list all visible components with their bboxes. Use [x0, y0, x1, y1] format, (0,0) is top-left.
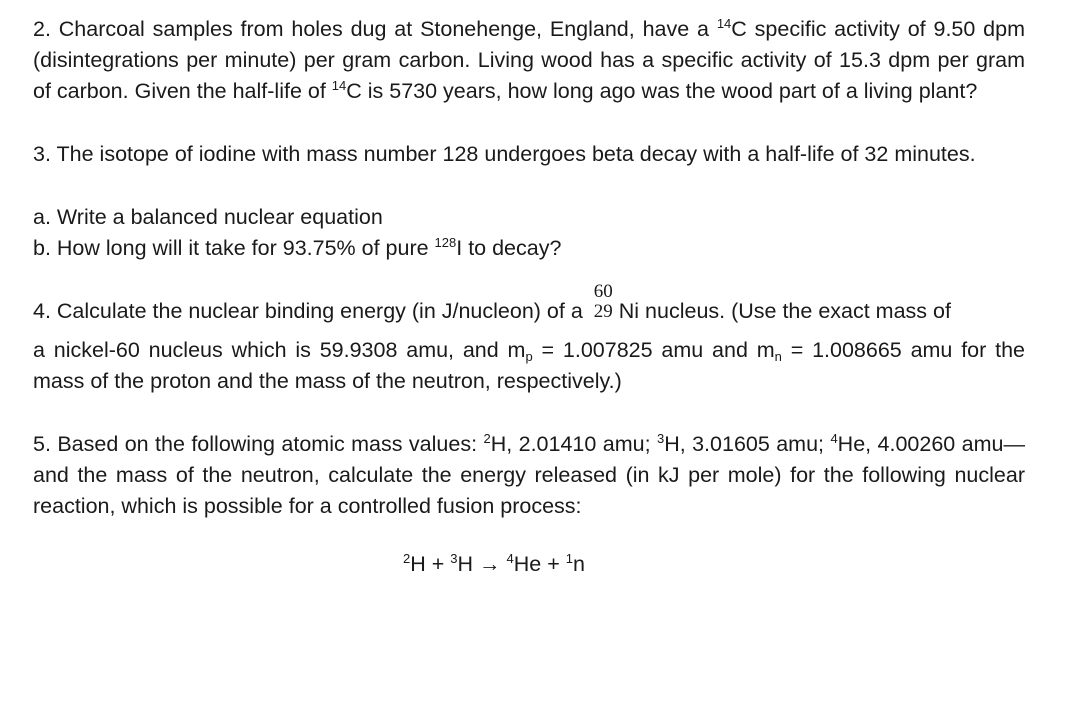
q5-superscript: 3 — [656, 431, 665, 446]
q2-superscript-14: 14 — [716, 16, 732, 31]
q3-text: 3. The isotope of iodine with mass number 128 undergoes beta decay with a half-life of 32 minutes. — [33, 142, 976, 166]
q3b-text: I to decay? — [456, 236, 562, 260]
q4-text: = 1.008665 amu for the mass of the proton and the mass of the neutron, respectively.) — [33, 338, 1026, 393]
question-3 — [33, 139, 1025, 170]
q4-text: = 1.007825 amu and m — [532, 338, 775, 362]
question-3a — [33, 202, 1025, 233]
question-3b — [33, 233, 1025, 264]
q3b-text: b. How long will it take for 93.75% of pure — [33, 236, 435, 260]
question-4 — [33, 281, 1026, 397]
q5-text: H, 2.01410 amu; — [490, 432, 657, 456]
nuclide-mass-number: 60 — [593, 281, 613, 302]
question-4-rest — [33, 335, 1025, 397]
eq-superscript: 4 — [506, 551, 514, 566]
q4-subscript-n: n — [774, 349, 782, 364]
eq-superscript: 3 — [450, 551, 458, 566]
eq-text: He + — [513, 552, 566, 576]
q4-subscript-p: p — [525, 349, 533, 364]
eq-text: H → — [457, 552, 507, 576]
question-5 — [33, 429, 1025, 522]
question-2 — [33, 14, 1025, 107]
nickel-nuclide-symbol — [589, 281, 619, 327]
q2-text: C specific activity of 9.50 dpm (disintegrations per minute) per gram carbon. Living wood has a specific activity of 15.3 dpm per gram of carbon. Given the half-life of — [33, 17, 1025, 103]
q5-text: He, 4.00260 amu—and the mass of the neutron, calculate the energy released (in kJ per mole) for the following nuclear reaction, which is possible for a controlled fusion process: — [33, 432, 1025, 518]
q4-text: 4. Calculate the nuclear binding energy (in J/nucleon) of a — [33, 299, 589, 323]
q5-superscript: 2 — [483, 431, 491, 446]
nuclide-atomic-number: 29 — [593, 301, 613, 322]
q5-superscript: 4 — [830, 431, 838, 446]
q4-text: Ni nucleus. (Use the exact mass of — [618, 299, 951, 323]
q5-text: 5. Based on the following atomic mass values: — [33, 432, 484, 456]
q3a-text: a. Write a balanced nuclear equation — [33, 205, 383, 229]
question-4-line-1 — [33, 281, 1025, 327]
q5-text: H, 3.01605 amu; — [664, 432, 831, 456]
question-3-parts — [33, 202, 1025, 264]
eq-superscript: 1 — [565, 551, 573, 566]
q2-superscript-14: 14 — [331, 78, 347, 93]
eq-superscript: 2 — [403, 551, 411, 566]
eq-text: n — [572, 552, 585, 576]
worksheet-page — [33, 14, 1025, 580]
q4-text: a nickel-60 nucleus which is 59.9308 amu, and m — [33, 338, 526, 362]
q2-text: C is 5730 years, how long ago was the wood part of a living plant? — [346, 79, 978, 103]
fusion-equation — [33, 549, 1025, 580]
q3b-superscript-128: 128 — [434, 235, 457, 250]
q2-text: 2. Charcoal samples from holes dug at Stonehenge, England, have a — [33, 17, 717, 41]
eq-text: H + — [410, 552, 451, 576]
